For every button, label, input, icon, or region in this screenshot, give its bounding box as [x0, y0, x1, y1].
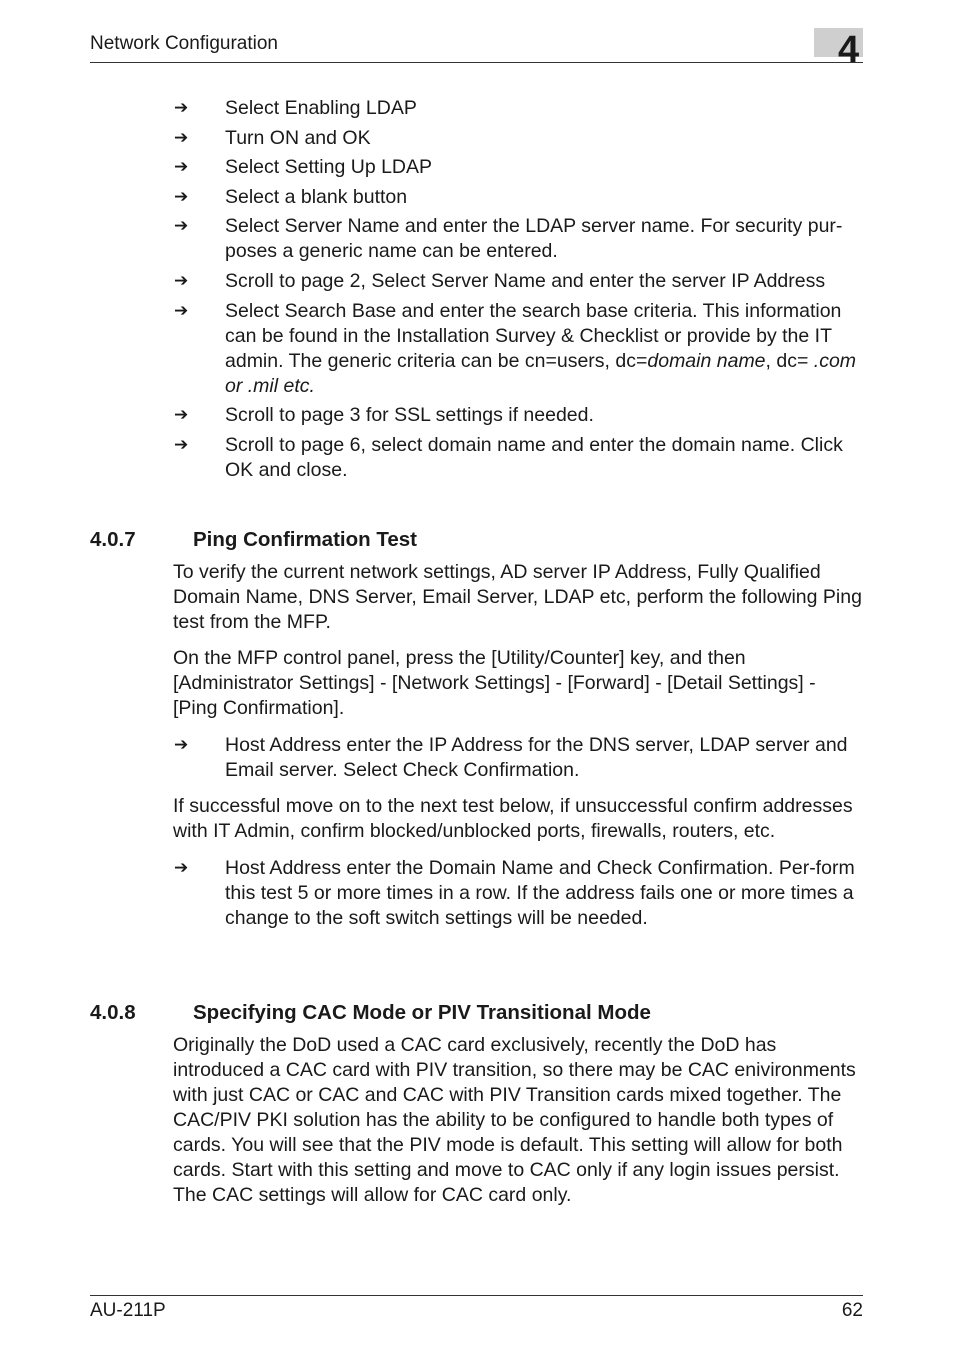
list-item-text: Turn ON and OK: [225, 126, 371, 149]
list-item-text: Select Server Name and enter the LDAP server name. For security pur-poses a generic name can be entered.: [225, 215, 843, 263]
paragraph: If successful move on to the next test below, if unsuccessful confirm addresses with IT Admin, confirm blocked/unblocked ports, firewalls, routers, etc.: [173, 795, 853, 843]
list-item: [90, 299, 863, 399]
footer-divider: [90, 1295, 863, 1296]
domain-name-italic: domain name: [647, 349, 766, 372]
arrow-right-icon: ➔: [174, 127, 189, 148]
list-item-text: Select Enabling LDAP: [225, 97, 417, 119]
chapter-number: 4: [838, 29, 860, 71]
list-item: [90, 214, 863, 264]
section-number: 4.0.8: [90, 1000, 136, 1024]
arrow-right-icon: ➔: [174, 434, 189, 455]
list-item: [90, 403, 863, 428]
arrow-right-icon: ➔: [174, 216, 189, 237]
list-item: [90, 155, 863, 180]
list-item: [90, 96, 863, 121]
list-item: [90, 856, 863, 931]
dc-text: , dc=: [765, 349, 809, 372]
section-title: Ping Confirmation Test: [193, 527, 417, 551]
arrow-right-icon: ➔: [174, 405, 189, 426]
list-item-text: Scroll to page 2, Select Server Name and enter the server IP Address: [225, 269, 826, 292]
list-item-text: Scroll to page 6, select domain name and enter the domain name. Click OK and close.: [225, 433, 843, 481]
header-title: Network Configuration: [90, 33, 278, 54]
list-item-text: Host Address enter the Domain Name and Check Confirmation. Per-form this test 5 or more times in a row. If the address fails one or more times a change to the soft switch settings will be needed.: [225, 856, 855, 929]
section-heading-cac: [90, 1000, 863, 1025]
arrow-right-icon: ➔: [174, 98, 189, 118]
arrow-right-icon: ➔: [174, 857, 189, 878]
section-number: 4.0.7: [90, 527, 136, 551]
list-item: [90, 433, 863, 483]
section-title: Specifying CAC Mode or PIV Transitional Mode: [193, 1000, 651, 1024]
list-item-text: Scroll to page 3 for SSL settings if needed.: [225, 404, 594, 427]
list-item-text: [225, 300, 856, 397]
ldap-steps-list: [90, 96, 863, 483]
tld-italic: .com or .mil etc.: [225, 349, 857, 397]
search-base-text: Select Search Base and enter the search base criteria. This information can be found in the Installation Survey & Checklist or provide by the IT admin. The generic criteria can be cn=users, dc=: [225, 299, 842, 372]
paragraph: On the MFP control panel, press the [Utility/Counter] key, and then [Administrator Settings] - [Network Settings] - [Forward] - [Detail Settings] - [Ping Confirmation].: [173, 647, 816, 720]
arrow-right-icon: ➔: [174, 270, 189, 291]
list-item-text: Select Setting Up LDAP: [225, 156, 433, 179]
list-item-text: Select a blank button: [225, 185, 408, 208]
header-divider: [90, 62, 863, 63]
list-item: [90, 185, 863, 210]
arrow-right-icon: ➔: [174, 186, 189, 207]
list-item-text: Host Address enter the IP Address for the DNS server, LDAP server and Email server. Select Check Confirmation.: [225, 733, 848, 781]
paragraph: To verify the current network settings, AD server IP Address, Fully Qualified Domain Name, DNS Server, Email Server, LDAP etc, perform the following Ping test from the MFP.: [173, 560, 862, 633]
list-item: [90, 269, 863, 294]
list-item: [90, 126, 863, 151]
arrow-right-icon: ➔: [174, 157, 189, 178]
section-heading-ping: [90, 527, 863, 552]
page-number: 62: [841, 1300, 863, 1321]
paragraph: Originally the DoD used a CAC card exclusively, recently the DoD has introduced a CAC card with PIV transition, so there may be CAC enivironments with just CAC or CAC and CAC with PIV Transition cards mixed together. The CAC/PIV PKI solution has the ability to be configured to handle both types of cards. You will see that the PIV mode is default. This setting will allow for both cards. Start with this setting and move to CAC only if any login issues persist. The CAC settings will allow for CAC card only.: [173, 1033, 856, 1206]
page-body: [90, 96, 863, 1219]
arrow-right-icon: ➔: [174, 734, 189, 755]
document-id: AU-211P: [90, 1300, 166, 1321]
arrow-right-icon: ➔: [174, 300, 189, 321]
list-item: [90, 733, 863, 783]
